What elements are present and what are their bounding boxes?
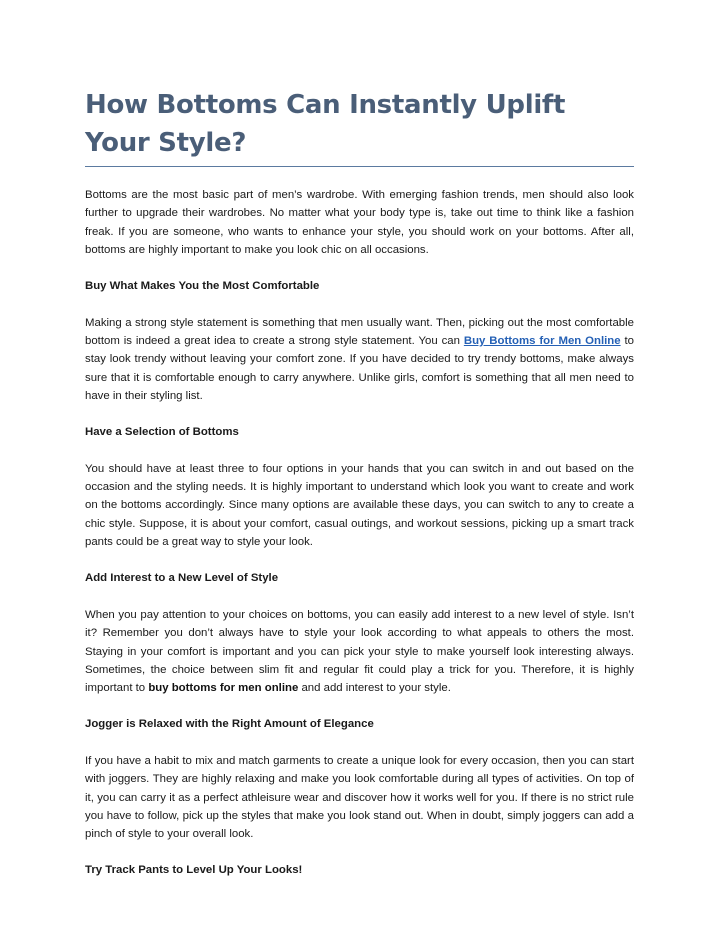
paragraph-text: Making a strong style statement is something that men usually want. Then, picking out the most comfortable bottom is indeed a great idea to create a strong style statement. You can <box>85 316 634 348</box>
section-heading-track-pants: Try Track Pants to Level Up Your Looks! <box>85 863 303 876</box>
title-divider <box>85 166 634 167</box>
section-paragraph-interest <box>85 606 634 698</box>
bold-keyword: buy bottoms for men online <box>148 682 299 695</box>
section-heading-comfortable: Buy What Makes You the Most Comfortable <box>85 279 320 292</box>
section-paragraph-selection: You should have at least three to four options in your hands that you can switch in and out based on the occasion and the styling needs. It is highly important to understand which look you want to create and work on the bottoms accordingly. Since many options are available these days, you can switch to any to create a chic style. Suppose, it is about your comfort, casual outings, and workout sessions, picking up a smart track pants could be a great way to style your look. <box>85 462 634 549</box>
intro-paragraph: Bottoms are the most basic part of men’s wardrobe. With emerging fashion trends, men should also look further to upgrade their wardrobes. No matter what your body type is, take out time to think like a fashion freak. If you are someone, who wants to enhance your style, you should work on your bottoms. After all, bottoms are highly important to make you look chic on all occasions. <box>85 189 634 257</box>
buy-bottoms-link[interactable]: Buy Bottoms for Men Online <box>463 335 621 348</box>
document-page <box>85 0 634 879</box>
page-title: How Bottoms Can Instantly Uplift Your Style? <box>85 90 566 158</box>
paragraph-text: When you pay attention to your choices on bottoms, you can easily add interest to a new level of style. Isn’t it? Remember you don’t always have to style your look according to what appeals to others the most. Staying in your comfort is important and you can pick your style to make yourself look interesting always. Sometimes, the choice between slim fit and regular fit could play a trick for you. Therefore, it is highly important to <box>85 608 634 695</box>
section-paragraph-jogger: If you have a habit to mix and match garments to create a unique look for every occasion, then you can start with joggers. They are highly relaxing and make you look comfortable during all types of activities. On top of it, you can carry it as a perfect athleisure wear and discover how it works well for you. If there is no strict rule you have to follow, pick up the styles that make you look stand out. When in doubt, simply joggers can add a pinch of style to your overall look. <box>85 754 634 841</box>
paragraph-text: to stay look trendy without leaving your comfort zone. If you have decided to try trendy bottoms, make always sure that it is comfortable enough to carry anywhere. Unlike girls, comfort is something that all men need to have in their styling list. <box>85 335 634 403</box>
paragraph-text: and add interest to your style. <box>298 682 451 695</box>
section-heading-jogger: Jogger is Relaxed with the Right Amount of Elegance <box>85 717 374 730</box>
section-paragraph-comfortable <box>85 314 634 406</box>
section-heading-interest: Add Interest to a New Level of Style <box>85 571 279 584</box>
section-heading-selection: Have a Selection of Bottoms <box>85 425 239 438</box>
